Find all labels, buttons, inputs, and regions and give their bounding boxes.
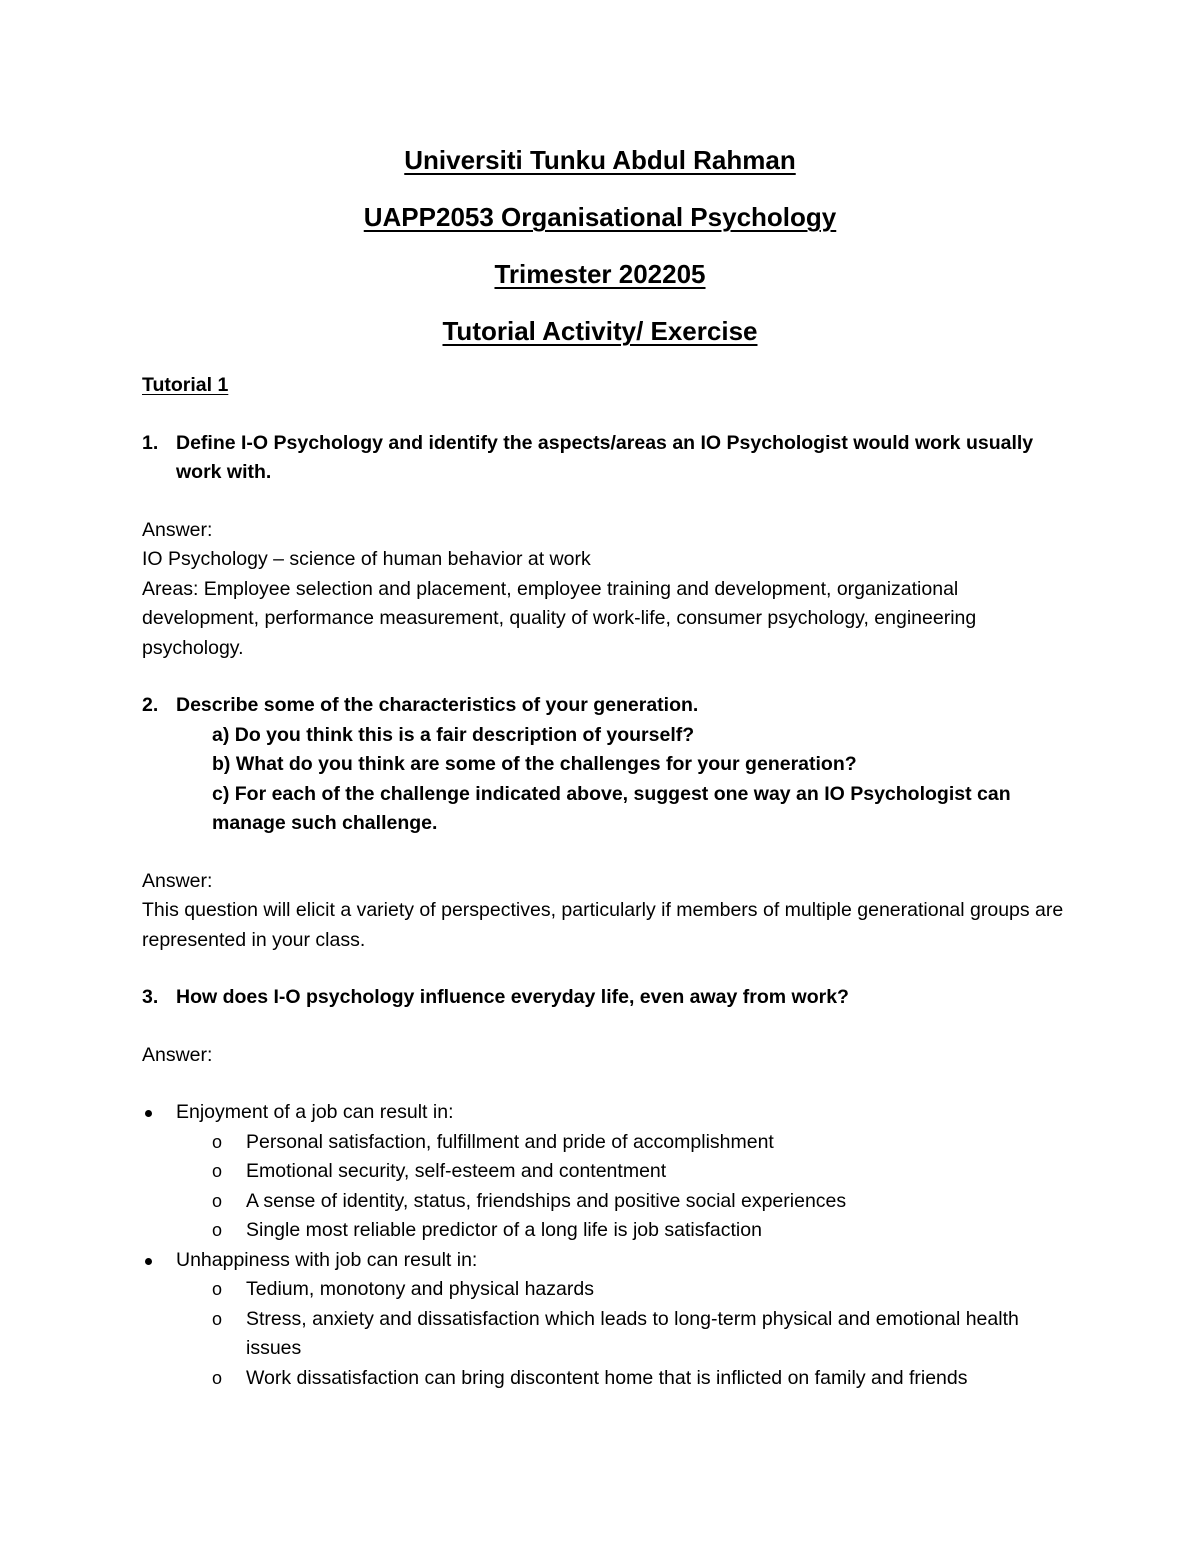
answer-text: Areas: Employee selection and placement, employee training and development, organizational development, performance measurement, quality of work-life, consumer psychology, engineering psychology. [142,577,977,659]
answer-text: This question will elicit a variety of perspectives, particularly if members of multiple generational groups are represented in your class. [142,899,1064,951]
question-text: How does I-O psychology influence everyday life, even away from work? [176,986,849,1008]
list-item [212,1157,1072,1187]
sub-bullet-text: Stress, anxiety and dissatisfaction which leads to long-term physical and emotional health issues [246,1307,1019,1359]
question-1 [142,429,1072,488]
sub-question-c: c) For each of the challenge indicated above, suggest one way an IO Psychologist can manage such challenge. [212,782,1011,834]
circle-bullet-icon: o [212,1279,223,1299]
circle-bullet-icon: o [212,1367,223,1388]
bullet-text: Enjoyment of a job can result in: [176,1101,454,1123]
course-title: UAPP2053 Organisational Psychology [363,202,837,232]
circle-bullet-icon: o [212,1131,223,1152]
activity-title: Tutorial Activity/ Exercise [442,316,758,346]
circle-bullet-icon: o [212,1190,223,1211]
sub-bullet-text: Personal satisfaction, fulfillment and pride of accomplishment [246,1130,774,1153]
bullet-icon [142,1246,176,1276]
question-number: 3. [142,986,159,1008]
answer-bullet-list [142,1098,1072,1393]
list-item [212,1364,1072,1394]
circle-bullet-icon: o [212,1308,223,1329]
answer-label: Answer: [142,1043,213,1066]
circle-bullet-icon: o [212,1161,223,1181]
question-number: 2. [142,694,159,716]
bullet-icon [142,1098,176,1128]
list-item [212,1187,1072,1217]
list-item [212,1275,1072,1305]
sub-bullet-text: A sense of identity, status, friendships and positive social experiences [246,1189,847,1212]
question-3 [142,983,1072,1013]
document-body [142,371,1072,1393]
list-item [212,1305,1072,1364]
tutorial-heading: Tutorial 1 [142,374,229,396]
question-text: Define I-O Psychology and identify the aspects/areas an IO Psychologist would work usually work with. [176,431,1034,483]
question-2 [142,691,1072,721]
question-text: Describe some of the characteristics of your generation. [176,694,699,716]
list-item [212,1216,1072,1246]
university-title: Universiti Tunku Abdul Rahman [404,145,796,175]
trimester-title: Trimester 202205 [494,259,706,289]
sub-question-a: a) Do you think this is a fair description of yourself? [212,723,695,746]
sub-bullet-text: Single most reliable predictor of a long life is job satisfaction [246,1219,762,1241]
sub-bullet-text: Emotional security, self-esteem and contentment [246,1160,667,1182]
answer-text: IO Psychology – science of human behavior at work [142,548,591,570]
circle-bullet-icon: o [212,1220,223,1240]
bullet-text: Unhappiness with job can result in: [176,1248,478,1271]
answer-label: Answer: [142,518,213,541]
list-item [142,1098,1072,1128]
answer-label: Answer: [142,869,213,892]
list-item [212,1128,1072,1158]
sub-question-b: b) What do you think are some of the challenges for your generation? [212,753,857,775]
sub-bullet-text: Work dissatisfaction can bring discontent home that is inflicted on family and friends [246,1366,968,1389]
list-item [142,1246,1072,1276]
sub-bullet-text: Tedium, monotony and physical hazards [246,1278,594,1300]
question-number: 1. [142,431,159,454]
